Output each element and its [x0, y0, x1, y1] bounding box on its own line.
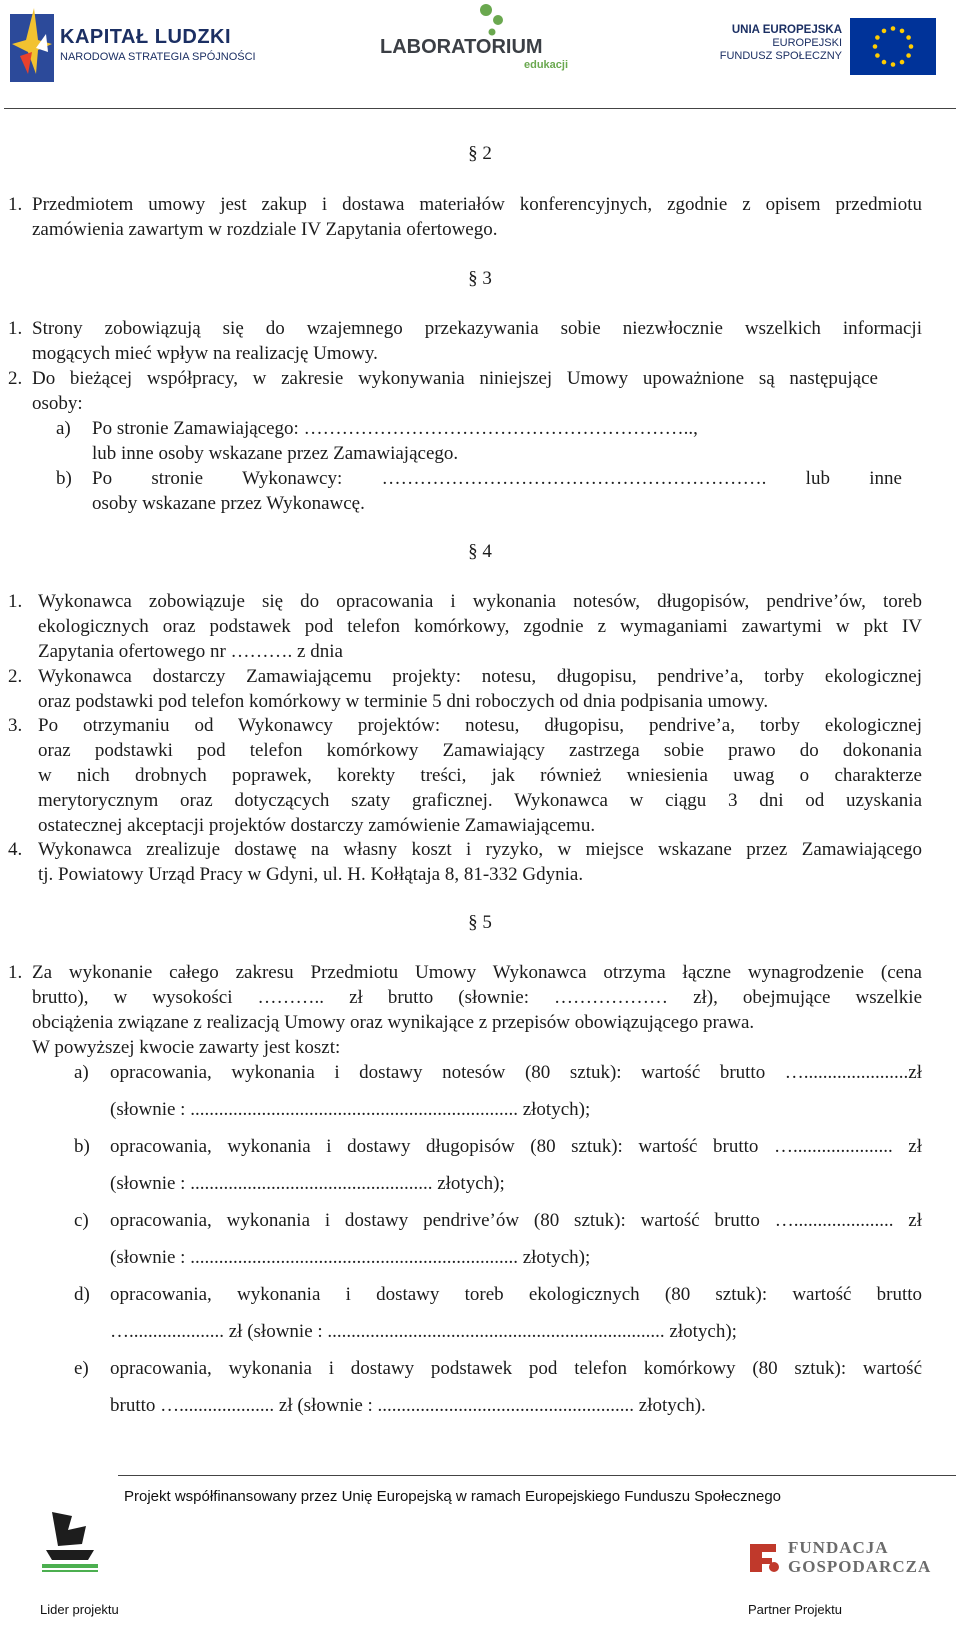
- s5-sub-c-line-1: opracowania, wykonania i dostawy pendrive’ów (80 sztuk): wartość brutto …..................... zł: [110, 1210, 922, 1231]
- s4-item-4-line-1: Wykonawca zrealizuje dostawę na własny koszt i ryzyko, w miejsce wskazane przez Zamawiającego: [38, 839, 922, 860]
- page-header: [0, 0, 960, 110]
- eu-star: [900, 60, 905, 65]
- s3-sub-b-line-1: Po stronie Wykonawcy: ……………………………………………………. lub inne: [92, 468, 902, 489]
- kapital-ludzki-logo: [6, 4, 256, 84]
- s3-sub-b-line-2: osoby wskazane przez Wykonawcę.: [92, 493, 365, 514]
- footer-divider: [118, 1475, 956, 1476]
- s4-item-3-num: 3.: [8, 715, 23, 736]
- kl-subtitle: NARODOWA STRATEGIA SPÓJNOŚCI: [60, 51, 256, 63]
- kl-title: KAPITAŁ LUDZKI: [60, 26, 232, 48]
- lab-title: LABORATORIUM: [380, 36, 543, 58]
- s4-item-4-num: 4.: [8, 839, 23, 860]
- s5-sub-d-line-1: opracowania, wykonania i dostawy toreb ekologicznych (80 sztuk): wartość brutto: [110, 1284, 922, 1305]
- s4-item-1-line-2: ekologicznych oraz podstawek pod telefon komórkowy, zgodnie z wymaganiami zawartymi w pkt IV: [38, 616, 922, 637]
- s4-item-2-line-1: Wykonawca dostarczy Zamawiającemu projekty: notesu, długopisu, pendrive’a, torby ekologicznej: [38, 666, 922, 687]
- eu-star: [906, 35, 911, 40]
- s5-sub-e-line-1: opracowania, wykonania i dostawy podstawek pod telefon komórkowy (80 sztuk): wartość: [110, 1358, 922, 1379]
- s5-item-1-line-3: obciążenia związane z realizacją Umowy oraz wynikające z przepisów obowiązującego prawa.: [32, 1012, 755, 1033]
- section-heading-5: § 5: [468, 912, 492, 933]
- eu-line-3: FUNDUSZ SPOŁECZNY: [719, 50, 842, 62]
- s5-sub-a-letter: a): [74, 1062, 89, 1083]
- s3-item-1-num: 1.: [8, 318, 23, 339]
- s4-item-1-num: 1.: [8, 591, 23, 612]
- s5-item-1-line-1: Za wykonanie całego zakresu Przedmiotu Umowy Wykonawca otrzyma łączne wynagrodzenie (cena: [32, 962, 922, 983]
- s3-sub-a-line-1: Po stronie Zamawiającego: ……………………………………………………..,: [92, 418, 698, 439]
- fundacja-gospodarcza-mark-icon: [748, 1540, 782, 1574]
- eu-star: [875, 35, 880, 40]
- lider-project-label: Lider projektu: [40, 1602, 119, 1617]
- eu-star: [906, 53, 911, 58]
- s4-item-3-line-4: merytorycznym oraz dotyczących szaty graficznej. Wykonawca w ciągu 3 dni od uzyskania: [38, 790, 922, 811]
- eu-text: [720, 24, 842, 63]
- s2-item-1-num: 1.: [8, 194, 23, 215]
- footer-cofinancing-text: Projekt współfinansowany przez Unię Europejską w ramach Europejskiego Funduszu Społecznego: [124, 1488, 782, 1505]
- header-divider: [4, 108, 956, 109]
- section-heading-2: § 2: [468, 143, 492, 164]
- s3-sub-a-line-2: lub inne osoby wskazane przez Zamawiającego.: [92, 443, 459, 464]
- eu-star: [882, 29, 887, 34]
- lab-subtitle: edukacji: [524, 59, 569, 71]
- section-heading-4: § 4: [468, 541, 492, 562]
- s4-item-1-line-3: Zapytania ofertowego nr ………. z dnia: [38, 641, 343, 662]
- s5-item-1-line-4: W powyższej kwocie zawarty jest koszt:: [32, 1037, 341, 1058]
- eu-star: [882, 60, 887, 65]
- s3-item-1-line-2: mogących mieć wpływ na realizację Umowy.: [32, 343, 378, 364]
- s4-item-2-num: 2.: [8, 666, 23, 687]
- eu-star: [875, 53, 880, 58]
- eu-flag-icon: [850, 18, 936, 75]
- s5-sub-c-line-2: (słownie : ..................................................................... złotych);: [110, 1247, 591, 1268]
- eu-star: [891, 62, 896, 67]
- s2-item-1-line-2: zamówienia zawartym w rozdziale IV Zapytania ofertowego.: [32, 219, 498, 240]
- s2-item-1-line-1: Przedmiotem umowy jest zakup i dostawa materiałów konferencyjnych, zgodnie z opisem przedmiotu: [32, 194, 922, 215]
- s3-sub-a-letter: a): [56, 418, 71, 439]
- s3-item-2-line-2: osoby:: [32, 393, 83, 414]
- s4-item-3-line-2: oraz podstawki pod telefon komórkowy Zamawiający zastrzega sobie prawo do dokonania: [38, 740, 922, 761]
- s5-sub-b-line-2: (słownie : ................................................... złotych);: [110, 1173, 505, 1194]
- partner-project-label: Partner Projektu: [748, 1602, 842, 1617]
- eu-line-1: UNIA EUROPEJSKA: [731, 24, 842, 36]
- fundacja-gospodarcza-logo: [748, 1538, 944, 1578]
- s4-item-1-line-1: Wykonawca zobowiązuje się do opracowania i wykonania notesów, długopisów, pendrive’ów, toreb: [38, 591, 922, 612]
- eu-star: [909, 44, 914, 49]
- eu-star: [873, 44, 878, 49]
- s5-sub-c-letter: c): [74, 1210, 89, 1231]
- s4-item-3-line-5: ostatecznej akceptacji projektów dostarczy zamówienie Zamawiającemu.: [38, 815, 596, 836]
- fundacja-gospodarcza-name: [788, 1538, 931, 1576]
- section-heading-3: § 3: [468, 268, 492, 289]
- eu-star: [900, 29, 905, 34]
- eu-line-2: EUROPEJSKI: [772, 37, 842, 49]
- s5-item-1-line-2: brutto), w wysokości ……….. zł brutto (słownie: ……………… zł), obejmujące wszelkie: [32, 987, 922, 1008]
- s3-item-2-num: 2.: [8, 368, 23, 389]
- laboratorium-logo: [380, 2, 570, 74]
- s3-item-2-line-1: Do bieżącej współpracy, w zakresie wykonywania niniejszej Umowy upoważnione są następujące: [32, 368, 878, 389]
- s5-item-1-num: 1.: [8, 962, 23, 983]
- s5-sub-a-line-2: (słownie : ..................................................................... złotych);: [110, 1099, 591, 1120]
- kapital-ludzki-star-icon: [6, 4, 56, 84]
- s5-sub-e-line-2: brutto ….................... zł (słownie : ...................................................... złotych).: [110, 1395, 706, 1416]
- s5-sub-e-letter: e): [74, 1358, 89, 1379]
- s4-item-3-line-1: Po otrzymaniu od Wykonawcy projektów: notesu, długopisu, pendrive’a, torby ekologicznej: [38, 715, 922, 736]
- s5-sub-a-line-1: opracowania, wykonania i dostawy notesów (80 sztuk): wartość brutto …......................zł: [110, 1062, 922, 1083]
- eu-star: [891, 26, 896, 31]
- s3-item-1-line-1: Strony zobowiązują się do wzajemnego przekazywania sobie niezwłocznie wszelkich informacji: [32, 318, 922, 339]
- s5-sub-d-line-2: ….................... zł (słownie : ....................................................................... złotych);: [110, 1321, 737, 1342]
- lider-project-ship-icon: [38, 1506, 102, 1582]
- fg-line-2: GOSPODARCZA: [788, 1557, 932, 1576]
- s5-sub-d-letter: d): [74, 1284, 90, 1305]
- s4-item-2-line-2: oraz podstawki pod telefon komórkowy w terminie 5 dni roboczych od dnia podpisania umowy.: [38, 691, 769, 712]
- s3-sub-b-letter: b): [56, 468, 72, 489]
- s4-item-4-line-2: tj. Powiatowy Urząd Pracy w Gdyni, ul. H. Kołłątaja 8, 81-332 Gdynia.: [38, 864, 584, 885]
- eu-logo: [716, 18, 936, 78]
- s4-item-3-line-3: w nich drobnych poprawek, korekty treści, jak również wniesienia uwag o charakterze: [38, 765, 922, 786]
- fg-line-1: FUNDACJA: [788, 1538, 889, 1557]
- s5-sub-b-line-1: opracowania, wykonania i dostawy długopisów (80 sztuk): wartość brutto …..................... zł: [110, 1136, 922, 1157]
- s5-sub-b-letter: b): [74, 1136, 90, 1157]
